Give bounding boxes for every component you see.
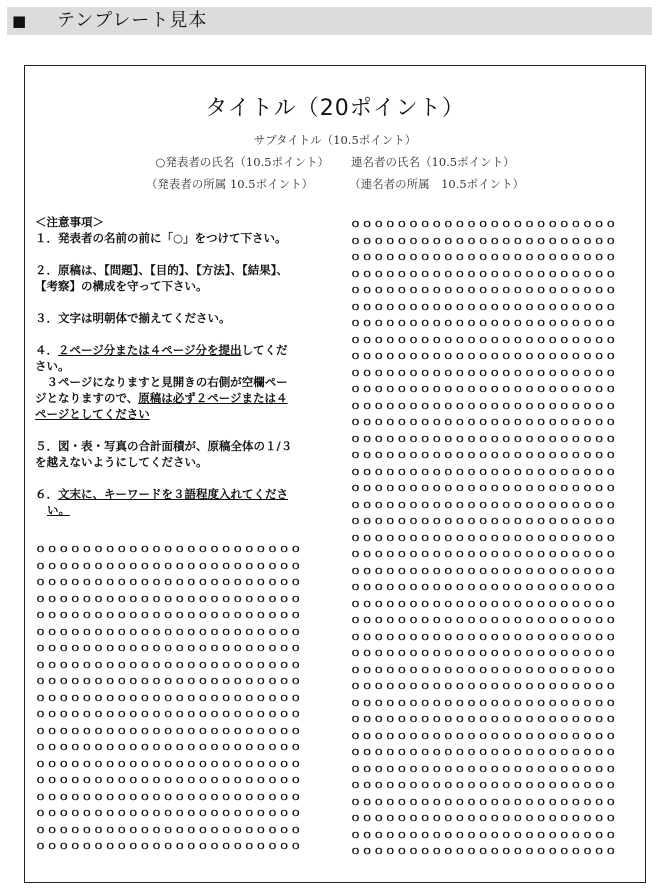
notes-column <box>35 214 325 534</box>
note-item-4 <box>35 342 325 422</box>
co-author-name: 連名者の氏名（10.5ポイント） <box>351 155 515 169</box>
placeholder-row-right: ｏｏｏｏｏｏｏｏｏｏｏｏｏｏｏｏｏｏｏｏｏｏｏ <box>350 646 617 659</box>
co-author-affiliation: （連名者の所属 10.5ポイント） <box>349 177 525 191</box>
note-item-6-underlined: 文末に、キーワードを３語程度入れてくださ <box>58 487 288 501</box>
note-item-4-line-4-underlined: 原稿は必ず２ページまたは４ <box>138 391 288 405</box>
placeholder-row-right: ｏｏｏｏｏｏｏｏｏｏｏｏｏｏｏｏｏｏｏｏｏｏｏ <box>350 596 617 610</box>
placeholder-row-right: ｏｏｏｏｏｏｏｏｏｏｏｏｏｏｏｏｏｏｏｏｏｏｏ <box>350 365 617 379</box>
notes-heading: ＜注意事項＞ <box>35 215 104 229</box>
note-item-4-prefix: ４． <box>35 343 58 357</box>
placeholder-row-right: ｏｏｏｏｏｏｏｏｏｏｏｏｏｏｏｏｏｏｏｏｏｏｏ <box>350 761 617 775</box>
placeholder-row-right: ｏｏｏｏｏｏｏｏｏｏｏｏｏｏｏｏｏｏｏｏｏｏｏ <box>350 745 617 758</box>
placeholder-row-right: ｏｏｏｏｏｏｏｏｏｏｏｏｏｏｏｏｏｏｏｏｏｏｏ <box>350 695 617 709</box>
placeholder-row-right: ｏｏｏｏｏｏｏｏｏｏｏｏｏｏｏｏｏｏｏｏｏｏｏ <box>350 778 617 791</box>
placeholder-row-right: ｏｏｏｏｏｏｏｏｏｏｏｏｏｏｏｏｏｏｏｏｏｏｏ <box>350 448 617 461</box>
note-item-4-line-4: ジとなりますので、 <box>35 391 139 405</box>
note-item-6-prefix: ６． <box>35 487 58 501</box>
placeholder-row-left: ｏｏｏｏｏｏｏｏｏｏｏｏｏｏｏｏｏｏｏｏｏｏｏ <box>35 789 302 803</box>
section-title: テンプレート見本 <box>57 10 208 31</box>
placeholder-row-left: ｏｏｏｏｏｏｏｏｏｏｏｏｏｏｏｏｏｏｏｏｏｏｏ <box>35 542 302 555</box>
placeholder-row-left: ｏｏｏｏｏｏｏｏｏｏｏｏｏｏｏｏｏｏｏｏｏｏｏ <box>35 591 302 605</box>
placeholder-row-right: ｏｏｏｏｏｏｏｏｏｏｏｏｏｏｏｏｏｏｏｏｏｏｏ <box>350 415 617 428</box>
placeholder-row-left: ｏｏｏｏｏｏｏｏｏｏｏｏｏｏｏｏｏｏｏｏｏｏｏ <box>35 575 302 588</box>
placeholder-row-right: ｏｏｏｏｏｏｏｏｏｏｏｏｏｏｏｏｏｏｏｏｏｏｏ <box>350 662 617 676</box>
note-item-3: ３．文字は明朝体で揃えてください。 <box>35 311 231 325</box>
note-item-6-line-2: い。 <box>47 503 70 517</box>
placeholder-row-right: ｏｏｏｏｏｏｏｏｏｏｏｏｏｏｏｏｏｏｏｏｏｏｏ <box>350 728 617 742</box>
placeholder-row-left: ｏｏｏｏｏｏｏｏｏｏｏｏｏｏｏｏｏｏｏｏｏｏｏ <box>35 674 302 687</box>
presenter-name: ○発表者の氏名（10.5ポイント） <box>155 155 330 169</box>
note-item-5-line-1: ５．図・表・写真の合計面積が、原稿全体の１/３ <box>35 439 293 453</box>
placeholder-row-right: ｏｏｏｏｏｏｏｏｏｏｏｏｏｏｏｏｏｏｏｏｏｏｏ <box>350 712 617 725</box>
note-item-2-line-1: ２．原稿は、【問題】、【目的】、【方法】、【結果】、 <box>35 263 288 277</box>
placeholder-row-left: ｏｏｏｏｏｏｏｏｏｏｏｏｏｏｏｏｏｏｏｏｏｏｏ <box>35 773 302 786</box>
section-header <box>7 7 652 35</box>
note-item-5 <box>35 438 325 470</box>
placeholder-row-left: ｏｏｏｏｏｏｏｏｏｏｏｏｏｏｏｏｏｏｏｏｏｏｏ <box>35 641 302 654</box>
placeholder-row-right: ｏｏｏｏｏｏｏｏｏｏｏｏｏｏｏｏｏｏｏｏｏｏｏ <box>350 431 617 445</box>
note-item-4-line-5: ページとしてください <box>35 407 150 421</box>
placeholder-row-right: ｏｏｏｏｏｏｏｏｏｏｏｏｏｏｏｏｏｏｏｏｏｏｏ <box>350 563 617 577</box>
placeholder-row-right: ｏｏｏｏｏｏｏｏｏｏｏｏｏｏｏｏｏｏｏｏｏｏｏ <box>350 679 617 692</box>
placeholder-row-right: ｏｏｏｏｏｏｏｏｏｏｏｏｏｏｏｏｏｏｏｏｏｏｏ <box>350 844 617 857</box>
placeholder-row-right: ｏｏｏｏｏｏｏｏｏｏｏｏｏｏｏｏｏｏｏｏｏｏｏ <box>350 811 617 824</box>
placeholder-row-left: ｏｏｏｏｏｏｏｏｏｏｏｏｏｏｏｏｏｏｏｏｏｏｏ <box>35 723 302 737</box>
placeholder-row-right: ｏｏｏｏｏｏｏｏｏｏｏｏｏｏｏｏｏｏｏｏｏｏｏ <box>350 316 617 329</box>
presenter-affiliation: （発表者の所属 10.5ポイント） <box>145 177 314 191</box>
placeholder-row-left: ｏｏｏｏｏｏｏｏｏｏｏｏｏｏｏｏｏｏｏｏｏｏｏ <box>35 822 302 836</box>
placeholder-row-right: ｏｏｏｏｏｏｏｏｏｏｏｏｏｏｏｏｏｏｏｏｏｏｏ <box>350 349 617 362</box>
placeholder-row-left: ｏｏｏｏｏｏｏｏｏｏｏｏｏｏｏｏｏｏｏｏｏｏｏ <box>35 839 302 852</box>
note-item-4-underlined: ２ページ分または４ページ分を提出 <box>58 343 242 357</box>
placeholder-row-right: ｏｏｏｏｏｏｏｏｏｏｏｏｏｏｏｏｏｏｏｏｏｏｏ <box>350 580 617 593</box>
placeholder-row-right: ｏｏｏｏｏｏｏｏｏｏｏｏｏｏｏｏｏｏｏｏｏｏｏ <box>350 613 617 626</box>
placeholder-text-left <box>35 541 302 855</box>
placeholder-row-right: ｏｏｏｏｏｏｏｏｏｏｏｏｏｏｏｏｏｏｏｏｏｏｏ <box>350 332 617 346</box>
placeholder-row-left: ｏｏｏｏｏｏｏｏｏｏｏｏｏｏｏｏｏｏｏｏｏｏｏ <box>35 558 302 572</box>
placeholder-row-right: ｏｏｏｏｏｏｏｏｏｏｏｏｏｏｏｏｏｏｏｏｏｏｏ <box>350 464 617 478</box>
author-names-line <box>25 154 645 170</box>
placeholder-row-left: ｏｏｏｏｏｏｏｏｏｏｏｏｏｏｏｏｏｏｏｏｏｏｏ <box>35 690 302 704</box>
note-item-1: １．発表者の名前の前に「○」をつけて下さい。 <box>35 231 287 245</box>
placeholder-text-right <box>350 216 617 860</box>
affiliations-line <box>25 176 645 192</box>
placeholder-row-right: ｏｏｏｏｏｏｏｏｏｏｏｏｏｏｏｏｏｏｏｏｏｏｏ <box>350 481 617 494</box>
note-item-4-line-2: さい。 <box>35 359 70 373</box>
placeholder-row-left: ｏｏｏｏｏｏｏｏｏｏｏｏｏｏｏｏｏｏｏｏｏｏｏ <box>35 756 302 770</box>
document-title: タイトル（20ポイント） <box>205 96 465 121</box>
placeholder-row-right: ｏｏｏｏｏｏｏｏｏｏｏｏｏｏｏｏｏｏｏｏｏｏｏ <box>350 266 617 280</box>
placeholder-row-left: ｏｏｏｏｏｏｏｏｏｏｏｏｏｏｏｏｏｏｏｏｏｏｏ <box>35 624 302 638</box>
placeholder-row-right: ｏｏｏｏｏｏｏｏｏｏｏｏｏｏｏｏｏｏｏｏｏｏｏ <box>350 794 617 808</box>
placeholder-row-right: ｏｏｏｏｏｏｏｏｏｏｏｏｏｏｏｏｏｏｏｏｏｏｏ <box>350 233 617 247</box>
placeholder-row-right: ｏｏｏｏｏｏｏｏｏｏｏｏｏｏｏｏｏｏｏｏｏｏｏ <box>350 547 617 560</box>
document-subtitle: サブタイトル（10.5ポイント） <box>253 133 417 147</box>
note-item-5-line-2: を越えないようにしてください。 <box>35 455 208 469</box>
note-item-2-line-2: 【考察】の構成を守って下さい。 <box>35 279 208 293</box>
placeholder-row-right: ｏｏｏｏｏｏｏｏｏｏｏｏｏｏｏｏｏｏｏｏｏｏｏ <box>350 497 617 511</box>
placeholder-row-right: ｏｏｏｏｏｏｏｏｏｏｏｏｏｏｏｏｏｏｏｏｏｏｏ <box>350 629 617 643</box>
placeholder-row-right: ｏｏｏｏｏｏｏｏｏｏｏｏｏｏｏｏｏｏｏｏｏｏｏ <box>350 530 617 544</box>
placeholder-row-right: ｏｏｏｏｏｏｏｏｏｏｏｏｏｏｏｏｏｏｏｏｏｏｏ <box>350 283 617 296</box>
placeholder-row-left: ｏｏｏｏｏｏｏｏｏｏｏｏｏｏｏｏｏｏｏｏｏｏｏ <box>35 608 302 621</box>
note-item-2 <box>35 262 325 294</box>
note-item-4-suffix: してくだ <box>241 343 288 357</box>
placeholder-row-right: ｏｏｏｏｏｏｏｏｏｏｏｏｏｏｏｏｏｏｏｏｏｏｏ <box>350 514 617 527</box>
placeholder-row-right: ｏｏｏｏｏｏｏｏｏｏｏｏｏｏｏｏｏｏｏｏｏｏｏ <box>350 382 617 395</box>
placeholder-row-left: ｏｏｏｏｏｏｏｏｏｏｏｏｏｏｏｏｏｏｏｏｏｏｏ <box>35 707 302 720</box>
template-page <box>24 65 646 883</box>
placeholder-row-right: ｏｏｏｏｏｏｏｏｏｏｏｏｏｏｏｏｏｏｏｏｏｏｏ <box>350 398 617 412</box>
placeholder-row-left: ｏｏｏｏｏｏｏｏｏｏｏｏｏｏｏｏｏｏｏｏｏｏｏ <box>35 806 302 819</box>
note-item-4-line-3: ３ページになりますと見開きの右側が空欄ペー <box>35 375 288 389</box>
placeholder-row-right: ｏｏｏｏｏｏｏｏｏｏｏｏｏｏｏｏｏｏｏｏｏｏｏ <box>350 250 617 263</box>
placeholder-row-left: ｏｏｏｏｏｏｏｏｏｏｏｏｏｏｏｏｏｏｏｏｏｏｏ <box>35 740 302 753</box>
placeholder-row-right: ｏｏｏｏｏｏｏｏｏｏｏｏｏｏｏｏｏｏｏｏｏｏｏ <box>350 827 617 841</box>
square-bullet-icon: ■ <box>12 12 27 30</box>
note-item-6 <box>35 486 325 518</box>
placeholder-row-right: ｏｏｏｏｏｏｏｏｏｏｏｏｏｏｏｏｏｏｏｏｏｏｏ <box>350 217 617 230</box>
placeholder-row-left: ｏｏｏｏｏｏｏｏｏｏｏｏｏｏｏｏｏｏｏｏｏｏｏ <box>35 657 302 671</box>
placeholder-row-right: ｏｏｏｏｏｏｏｏｏｏｏｏｏｏｏｏｏｏｏｏｏｏｏ <box>350 299 617 313</box>
